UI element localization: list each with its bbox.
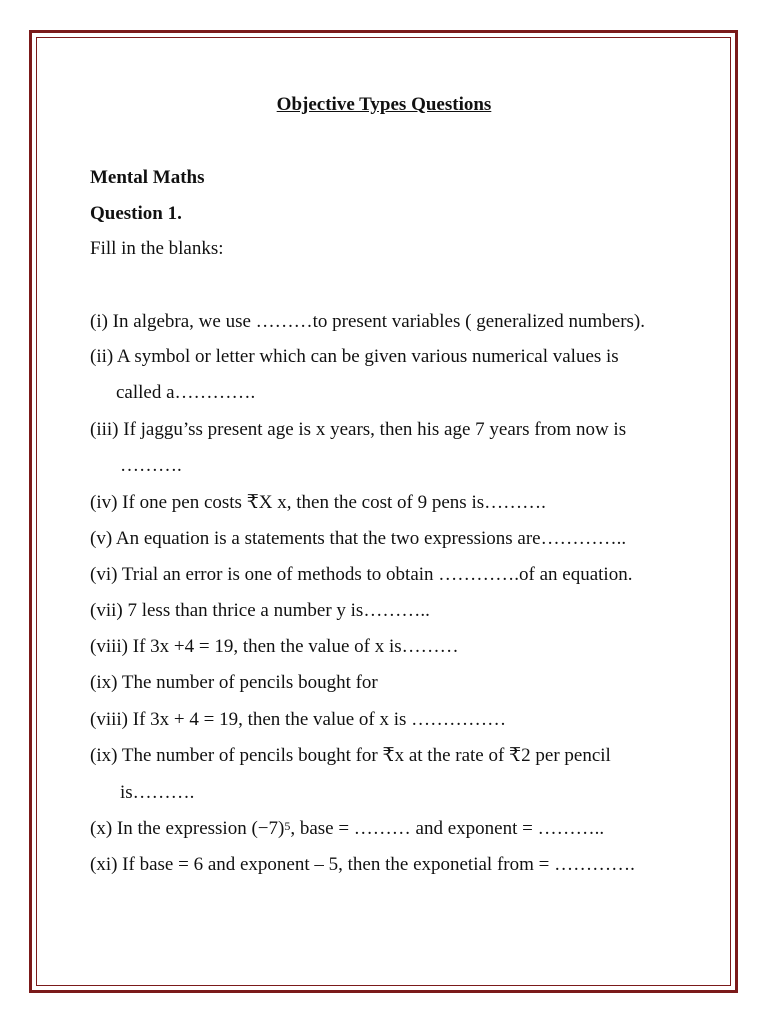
section-heading: Mental Maths — [90, 167, 205, 188]
instruction-text: Fill in the blanks: — [90, 238, 224, 259]
question-item-x-suffix: , base = ……… and exponent = ……….. — [290, 818, 605, 839]
question-item-ix-first: (ix) The number of pencils bought for — [90, 672, 378, 693]
question-item-ii: (ii) A symbol or letter which can be given various numerical values is — [90, 346, 619, 367]
question-item-i: (i) In algebra, we use ………to present variables ( generalized numbers). — [90, 311, 646, 332]
question-item-vi: (vi) Trial an error is one of methods to obtain ………….of an equation. — [90, 564, 633, 585]
question-label: Question 1. — [90, 203, 182, 224]
question-item-iii-continued: ………. — [120, 455, 182, 476]
question-item-iii: (iii) If jaggu’ss present age is x years, then his age 7 years from now is — [90, 419, 627, 440]
exponent-superscript: 5 — [284, 819, 291, 833]
question-item-ix-second: (ix) The number of pencils bought for ₹x at the rate of ₹2 per pencil — [90, 745, 611, 766]
question-item-ii-continued: called a…………. — [116, 382, 256, 403]
question-item-iv: (iv) If one pen costs ₹X x, then the cost of 9 pens is………. — [90, 492, 546, 513]
question-item-x — [90, 817, 604, 841]
page-title: Objective Types Questions — [276, 94, 492, 115]
question-item-v: (v) An equation is a statements that the two expressions are………….. — [90, 528, 627, 549]
question-item-x-prefix: (x) In the expression (−7) — [90, 818, 285, 839]
question-item-xi: (xi) If base = 6 and exponent – 5, then the exponetial from = …………. — [90, 854, 635, 875]
question-item-vii: (vii) 7 less than thrice a number y is……….. — [90, 600, 430, 621]
question-item-viii-first: (viii) If 3x +4 = 19, then the value of x is……… — [90, 636, 459, 657]
question-item-ix-second-continued: is………. — [120, 782, 195, 803]
question-item-viii-second: (viii) If 3x + 4 = 19, then the value of x is …………… — [90, 709, 507, 730]
